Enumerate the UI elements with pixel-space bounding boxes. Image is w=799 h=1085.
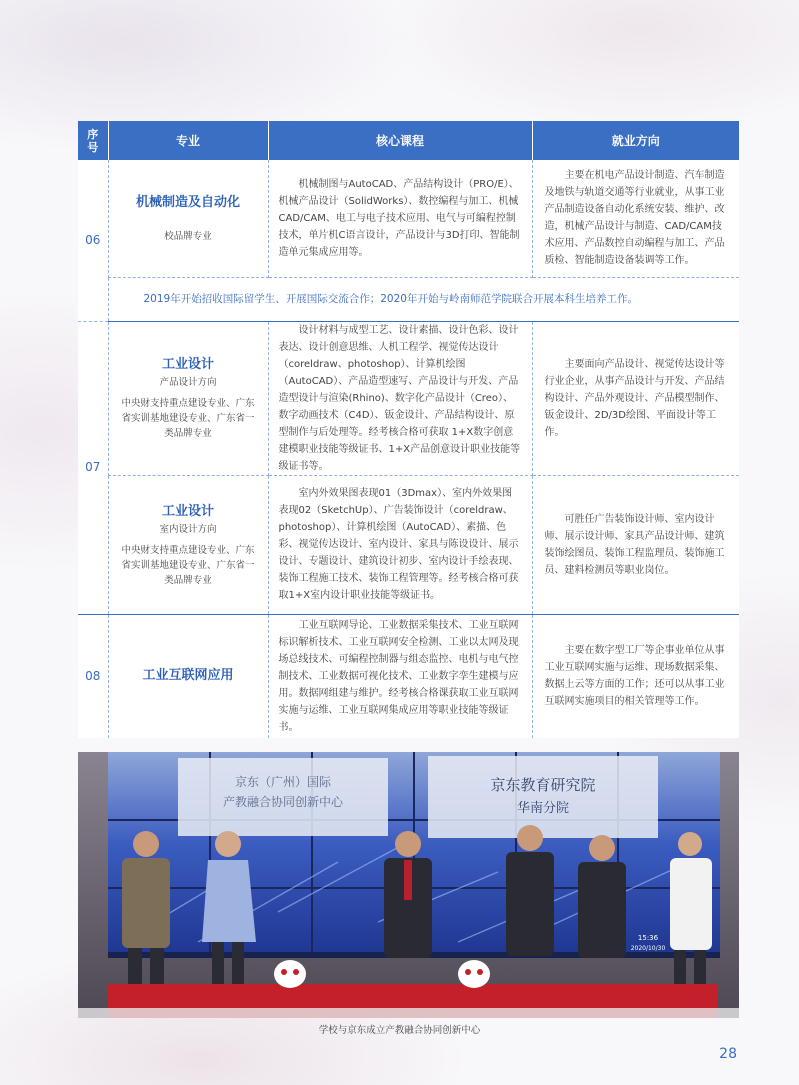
major-direction: 产品设计方向 xyxy=(159,377,217,388)
table-row xyxy=(78,614,739,738)
table-row-note xyxy=(78,277,739,321)
major-title: 工业互联网应用 xyxy=(142,668,234,684)
screen-panel-right xyxy=(428,756,658,838)
header-course: 核心课程 xyxy=(268,121,532,160)
note-text: 2019年开始招收国际留学生、开展国际交流合作；2020年开始与岭南师范学院联合开展本科生培养工作。 xyxy=(143,293,638,305)
course-cell: 工业互联网导论、工业数据采集技术、工业互联网标识解析技术、工业互联网安全检测、工业以太网及现场总线技术、可编程控制器与组态监控、电机与电气控制技术、工业数据可视化技术、工业数字孪生建模与应用。数据网组建与维护。经考核合格课获取工业互联网实施与运维、工业互联网集成应用等职业技能等级证书。 xyxy=(268,614,532,738)
major-cell xyxy=(108,475,268,614)
major-title: 工业设计 xyxy=(161,503,214,519)
mascot-figure-right xyxy=(458,960,490,988)
note-cell xyxy=(108,277,739,321)
table-edge xyxy=(78,1008,739,1018)
major-direction: 室内设计方向 xyxy=(159,523,217,535)
job-cell: 主要在机电产品设计制造、汽车制造及地铁与轨道交通等行业就业，从事工业产品制造设备自动化系统安装、维护、改造，机械产品设计与制造、CAD/CAM技术应用、产品数控自动编程与加工、产品质检、智能制造设备装调等工作。 xyxy=(532,160,739,277)
major-cell xyxy=(108,160,268,277)
majors-table-sheet xyxy=(78,121,739,738)
header-number xyxy=(78,121,108,160)
screen-left-line1: 京东（广州）国际 xyxy=(234,775,332,789)
table-header-row xyxy=(78,121,739,160)
table-row xyxy=(78,160,739,277)
page-number: 28 xyxy=(719,1046,737,1062)
screen-right-line1: 京东教育研究院 xyxy=(490,776,596,794)
major-note: 校品牌专业 xyxy=(164,230,212,242)
major-cell xyxy=(108,614,268,738)
course-cell: 设计材料与成型工艺、设计素描、设计色彩、设计表达、设计创意思维、人机工程学、视觉传达设计（coreldraw、photoshop）、计算机绘图（AutoCAD）、产品造型速写、产品设计与开发、产品造型设计与渲染(Rhino)、数字化产品设计（Creo）、数字动画技术（C4D）、钣金设计、产品结构设计、原型制作与后处理等。经考核合格可获取 1+X数字创意建模职业技能等级证书、1+X产品创意设计职业技能等级证书等。 xyxy=(268,321,532,475)
mascot-figure-left xyxy=(274,960,306,988)
table-row xyxy=(78,321,739,475)
job-cell: 主要在数字型工厂等企事业单位从事工业互联网实施与运维、现场数据采集、数据上云等方面的工作；还可以从事工业互联网实施项目的相关管理等工作。 xyxy=(544,645,725,708)
row-number: 08 xyxy=(85,668,101,683)
job-cell: 可胜任广告装饰设计师、室内设计师、展示设计师、家具产品设计师、建筑装饰绘图员、装饰工程监理员、装饰施工员、建料检测员等职业岗位。 xyxy=(532,475,739,614)
major-title: 工业设计 xyxy=(161,357,214,372)
row-number: 06 xyxy=(78,160,108,321)
job-cell: 主要面向产品设计、视觉传达设计等行业企业，从事产品设计与开发、产品结构设计、产品外观设计、产品模型制作、钣金设计、2D/3D绘图、平面设计等工作。 xyxy=(532,321,739,475)
photo-caption: 学校与京东成立产教融合协同创新中心 xyxy=(318,1025,481,1036)
screen-right-line2: 华南分院 xyxy=(516,801,570,816)
course-cell: 机械制图与AutoCAD、产品结构设计（PRO/E）、机械产品设计（SolidWorks）、数控编程与加工、机械CAD/CAM、电工与电子技术应用、电气与可编程控制技术，单片机C语言设计，产品设计与3D打印、智能制造单元集成应用等。 xyxy=(268,160,532,277)
screen-clock-time: 15:36 xyxy=(637,934,659,942)
major-cell xyxy=(108,321,268,475)
major-note: 中央财支持重点建设专业、广东省实训基地建设专业、广东省一类品牌专业 xyxy=(121,398,255,439)
table-row xyxy=(78,475,739,614)
header-number-label: 序号 xyxy=(87,127,99,154)
screen-left-line2: 产教融合协同创新中心 xyxy=(222,795,344,809)
ceremony-photo xyxy=(78,752,739,1018)
majors-table xyxy=(78,121,739,738)
course-cell: 室内外效果图表现01（3Dmax）、室内外效果图表现02（SketchUp）、广告装饰设计（coreldraw、photoshop）、计算机绘图（AutoCAD）、素描、色彩、视觉传达设计、室内设计、家具与陈设设计、展示设计、专题设计、建筑设计初步、室内设计手绘表现、装饰工程施工技术、装饰工程管理等。经考核合格可获取1+X室内设计职业技能等级证书。 xyxy=(268,475,532,614)
ceremony-photo-illustration xyxy=(78,752,739,1018)
header-major: 专业 xyxy=(108,121,268,160)
major-note: 中央财支持重点建设专业、广东省实训基地建设专业、广东省一类品牌专业 xyxy=(121,544,255,586)
header-job: 就业方向 xyxy=(532,121,739,160)
major-title: 机械制造及自动化 xyxy=(135,194,240,210)
screen-clock-date: 2020/10/30 xyxy=(630,945,666,952)
row-number: 07 xyxy=(78,321,108,614)
